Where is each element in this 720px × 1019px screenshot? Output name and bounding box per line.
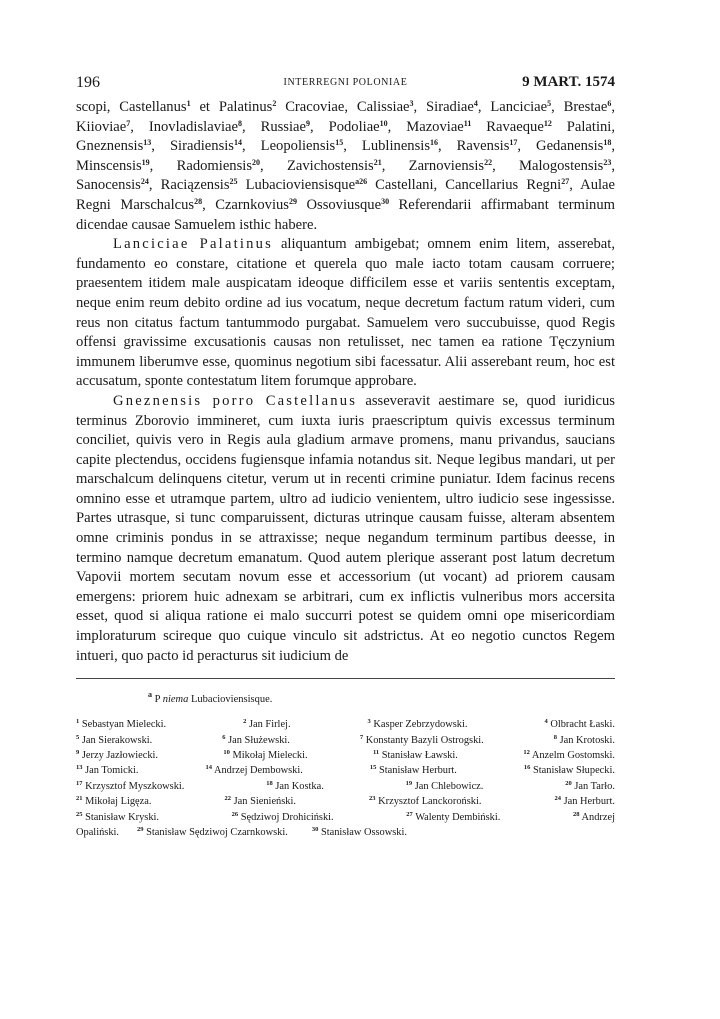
text-segment: , Raciązensis: [148, 177, 230, 194]
footnotes: [76, 717, 615, 840]
footnote: [524, 763, 615, 778]
footnote-text: Sędziwoj Drohiciński.: [240, 811, 334, 823]
footnote-ref: 22: [484, 157, 493, 167]
text-segment: , Malogostensis: [492, 157, 604, 174]
footnote-text: Jan Chlebowicz.: [414, 780, 484, 792]
footnote-number: 9: [76, 749, 80, 757]
footnote: [243, 717, 290, 732]
text-segment: asseveravit aestimare se, quod iuridicus terminus Zborovio immineret, cum iuxta iuris praescriptum quivis excessus terminum conciliet, quivis vero in Regis aula gladium armave promens, manu privandus, saucians capite plectendus, occidens fugiensque infamia notandus sit. Neque legibus mandari, ut per marschalcum delinquens citetur, verum ut in recenti crimine puniatur. Idem facinus recens omnino esse et utramque partem, ultro ad iudicio venientem, ultro iudicio sese ingessisse. Partes utrasque, si tunc comparuissent, dicturas utrinque causam fuisse, alteram absentem omne criminis pondus in se attraxisse; neque negandum terminum partibus deesse, in termino namque decretum emanatum. Quod autem plerique asserant post latum decretum Vapovii mortem secutam novum esse et accessorium (ut vocant) ad priorem causam emergens: priorem huic adnexam se arbitrari, cum ex inflictis vulneribus mors accersita esset, quod si aliqua ratione ei malo succurri potest se quidem omni ope misericordiam imploraturum scireque quo cuique vinculo sit adstrictus. At eo negotio cunctos Regem intueri, quo pacto id peracturus sit iudicium de: [76, 392, 615, 664]
text-segment: , Siradiensis: [151, 138, 234, 155]
footnote-ref: 28: [194, 196, 203, 206]
textual-note-marker: a: [148, 690, 152, 700]
main-text: [76, 98, 615, 666]
text-segment: , Ravensis: [438, 138, 510, 155]
footnote-text: Olbracht Łaski.: [550, 719, 615, 731]
footnote-text: Andrzej: [581, 811, 615, 823]
footnote-ref: 10: [379, 118, 388, 128]
header-date: 9 MART. 1574: [522, 74, 615, 90]
footnote: [76, 763, 138, 778]
footnote: [76, 810, 159, 825]
footnote-ref: 18: [603, 138, 612, 148]
footnote: [360, 733, 484, 748]
footnote-text: Jan Sienieński.: [233, 796, 296, 808]
text-segment: , Zavichostensis: [260, 157, 374, 174]
footnote-ref: 19: [141, 157, 150, 167]
footnote-number: 22: [224, 795, 232, 803]
footnote-ref: 8: [238, 118, 243, 128]
text-segment: , Mazoviae: [387, 118, 464, 135]
footnote-text: Mikołaj Mielecki.: [232, 750, 308, 762]
footnote: [76, 748, 158, 763]
footnote-row: [76, 794, 615, 809]
text-segment: , Lublinensis: [343, 138, 431, 155]
text-segment: , Podoliae: [310, 118, 380, 135]
footnote: [369, 794, 481, 809]
footnote-number: 21: [76, 795, 83, 803]
footnote-row: [76, 748, 615, 763]
footnote-ref: 25: [229, 177, 238, 187]
footnote-ref: 13: [143, 138, 152, 148]
footnote-ref: 16: [430, 138, 439, 148]
footnote-ref: 4: [473, 99, 478, 108]
footnote-number: 1: [76, 718, 80, 726]
footnote-ref: 15: [335, 138, 344, 148]
text-segment: aliquantum ambigebat; omnem enim litem, asserebat, fundamento eo constare, citatione et querela quo male iacto totam causam corruere; praesentem itidem male auspicatam ideoque difficilem esse et variis sententis exceptam, neque enim reum debito ordine ad ius vocatum, neque decretum factum ratum videri, cum reus non citatus factum tantummodo purgabat. Samuelem vero succubuisse, quod Regis offensi gravissime excusationis causas non retulisset, nec tamen ea ratione Tęczynium immunem liberumve esse, quominus negotium sibi facessatur. Alii asserebant reum, hoc est accusatum, sponte contestatum litem forumque approbare.: [76, 236, 615, 390]
footnote-ref: 20: [252, 157, 261, 167]
footnote-text: Krzysztof Myszkowski.: [85, 780, 185, 792]
footnote-text: Kasper Zebrzydowski.: [373, 719, 468, 731]
footnote-text: Stanisław Herburt.: [378, 765, 457, 777]
footnote: [406, 810, 500, 825]
text-segment: et Palatinus: [190, 99, 273, 115]
footnote-number: 26: [231, 810, 239, 818]
footnote-text: Jan Tarło.: [574, 780, 615, 792]
text-segment: , Russiae: [242, 118, 306, 135]
footnote-number: 3: [367, 718, 371, 726]
footnote: [76, 717, 166, 732]
footnote-text: Jan Sierakowski.: [81, 734, 153, 746]
footnote: [137, 825, 288, 840]
footnote-number: 8: [553, 733, 557, 741]
footnote-number: 6: [222, 733, 226, 741]
text-segment: Cracoviae, Calissiae: [276, 99, 410, 115]
footnote-number: 7: [359, 733, 364, 741]
text-segment: , Inovladislaviae: [130, 118, 239, 135]
footnote-row: [76, 825, 615, 840]
footnote-ref: 1: [186, 99, 191, 108]
footnote: [555, 794, 615, 809]
footnote-ref: 11: [463, 118, 472, 128]
text-segment: Ravaeque: [471, 118, 544, 135]
footnote-text: Opaliński.: [76, 827, 120, 839]
paragraph-2: [76, 235, 615, 392]
footnote-number: 13: [76, 764, 83, 772]
running-header: [76, 74, 615, 98]
footnote: [222, 733, 290, 748]
footnote-ref: 27: [561, 177, 570, 187]
text-segment: Lubacioviensisque: [237, 177, 356, 194]
footnote: [205, 763, 302, 778]
textual-note-lemma: Lubacioviensisque.: [191, 694, 273, 706]
footnote-text: Mikołaj Ligęza.: [85, 796, 152, 808]
footnote-ref: 14: [234, 138, 242, 148]
running-title: INTERREGNI POLONIAE: [283, 77, 408, 88]
footnote-text: Konstanty Bazyli Ostrogski.: [365, 734, 484, 746]
footnote-text: Sebastyan Mielecki.: [81, 719, 167, 731]
footnote-number: 15: [369, 764, 377, 772]
text-segment: , Radomiensis: [149, 157, 253, 174]
textual-note: [148, 690, 615, 706]
footnote: [373, 748, 458, 763]
footnote-row: [76, 779, 615, 794]
footnote: [232, 810, 334, 825]
footnote-number: 25: [76, 810, 83, 818]
footnote-number: 30: [311, 826, 319, 834]
text-segment: , Zarnoviensis: [381, 157, 485, 174]
footnote-ref: 21: [373, 157, 382, 167]
footnote-text: Stanisław Kryski.: [85, 811, 159, 823]
footnote-text: Jan Służewski.: [228, 734, 290, 746]
footnote: [266, 779, 324, 794]
footnote-ref: 17: [509, 138, 518, 148]
footnote-ref: 29: [289, 196, 297, 206]
text-segment: Palatini, Gneznensis: [76, 118, 615, 155]
footnote: [312, 825, 407, 840]
footnote: [76, 733, 152, 748]
footnote: [406, 779, 484, 794]
textual-note-siglum: P: [154, 694, 161, 706]
textual-note-word: niema: [162, 694, 189, 706]
footnote-number: 29: [137, 826, 144, 834]
footnote: [223, 748, 307, 763]
footnote-ref: 7: [126, 118, 131, 128]
footnote-number: 19: [405, 779, 413, 787]
text-segment: , Gedanensis: [517, 138, 604, 155]
text-segment: scopi, Castellanus: [76, 99, 187, 115]
footnote: [368, 717, 468, 732]
text-segment: , Siradiae: [413, 99, 474, 115]
footnote-text: Jan Tomicki.: [85, 765, 139, 777]
footnote-ref: 6: [607, 99, 612, 108]
footnote-number: 14: [205, 764, 212, 772]
footnote-text: Stanisław Ossowski.: [320, 827, 407, 839]
text-segment: , Sanocensis: [76, 157, 615, 194]
footnote-text: Andrzej Dembowski.: [213, 765, 303, 777]
text-segment: , Leopoliensis: [242, 138, 336, 155]
footnote-number: 12: [523, 749, 530, 757]
footnote-number: 24: [554, 795, 561, 803]
footnote-text: Stanisław Słupecki.: [533, 765, 615, 777]
footnote-number: 4: [544, 718, 548, 726]
footnote-number: 2: [243, 718, 247, 726]
page-number: 196: [76, 74, 100, 91]
page: [76, 74, 615, 840]
text-segment: , Minscensis: [76, 138, 615, 174]
footnote-number: 11: [372, 749, 380, 757]
footnote-number: 5: [76, 733, 80, 741]
paragraph-1: [76, 98, 615, 235]
footnote-text: Anzelm Gostomski.: [531, 750, 615, 762]
footnote-text: Stanisław Ławski.: [381, 750, 458, 762]
paragraph-3: [76, 392, 615, 666]
footnote-text: Walenty Dembiński.: [415, 811, 501, 823]
footnote: [225, 794, 296, 809]
footnote-number: 18: [266, 779, 273, 787]
footnote-ref: 24: [140, 177, 149, 187]
footnote-ref: 3: [409, 99, 414, 108]
footnote-ref: 9: [306, 118, 310, 128]
text-segment: , Czarnkovius: [202, 196, 289, 213]
text-segment: , Lanciciae: [477, 99, 548, 115]
footnote-number: 20: [565, 779, 572, 787]
footnote-text: Jan Kostka.: [275, 780, 324, 792]
footnote: [370, 763, 457, 778]
footnote-number: 27: [406, 810, 413, 818]
footnote-ref: 2: [272, 99, 277, 108]
footnote-text: Jerzy Jazłowiecki.: [81, 750, 159, 762]
footnote-row: [76, 717, 615, 732]
footnote-rule: [76, 678, 615, 679]
footnote-text: Jan Krotoski.: [559, 734, 615, 746]
footnote-text: Jan Firlej.: [248, 719, 291, 731]
footnote-text: Jan Herburt.: [563, 796, 615, 808]
footnote-ref: 23: [603, 157, 612, 167]
footnote: [573, 810, 615, 825]
footnote: [544, 717, 615, 732]
text-segment: , Kiioviae: [76, 99, 616, 135]
footnote: [76, 779, 184, 794]
text-segment: , Brestae: [551, 99, 608, 115]
speaker-name: Lanciciae Palatinus: [113, 236, 273, 253]
text-segment: Referendarii affirmabant terminum dicendae causae Samuelem isthic habere.: [76, 196, 615, 233]
speaker-name: Gneznensis porro Castellanus: [113, 392, 358, 409]
footnote: [76, 825, 119, 840]
text-segment: , Aulae Regni Marschalcus: [76, 177, 616, 213]
footnote-ref: 5: [547, 99, 552, 108]
footnote-number: 23: [369, 795, 376, 803]
footnote-number: 28: [572, 810, 580, 818]
footnote-ref: 12: [543, 118, 552, 128]
footnote: [554, 733, 615, 748]
footnote: [76, 794, 151, 809]
text-segment: Castellani, Cancellarius Regni: [367, 177, 562, 194]
footnote-ref: 30: [381, 196, 390, 206]
text-segment: Ossoviusque: [297, 196, 382, 213]
footnote-text: Krzysztof Lanckoroński.: [378, 796, 482, 808]
footnote-number: 17: [76, 779, 83, 787]
footnote-ref: a26: [355, 177, 368, 187]
footnote-number: 10: [223, 749, 230, 757]
footnote-row: [76, 810, 615, 825]
footnote: [565, 779, 615, 794]
footnote-text: Stanisław Sędziwoj Czarnkowski.: [146, 827, 288, 839]
footnote-number: 16: [523, 764, 531, 772]
footnote-row: [76, 763, 615, 778]
footnote: [523, 748, 615, 763]
footnote-row: [76, 733, 615, 748]
